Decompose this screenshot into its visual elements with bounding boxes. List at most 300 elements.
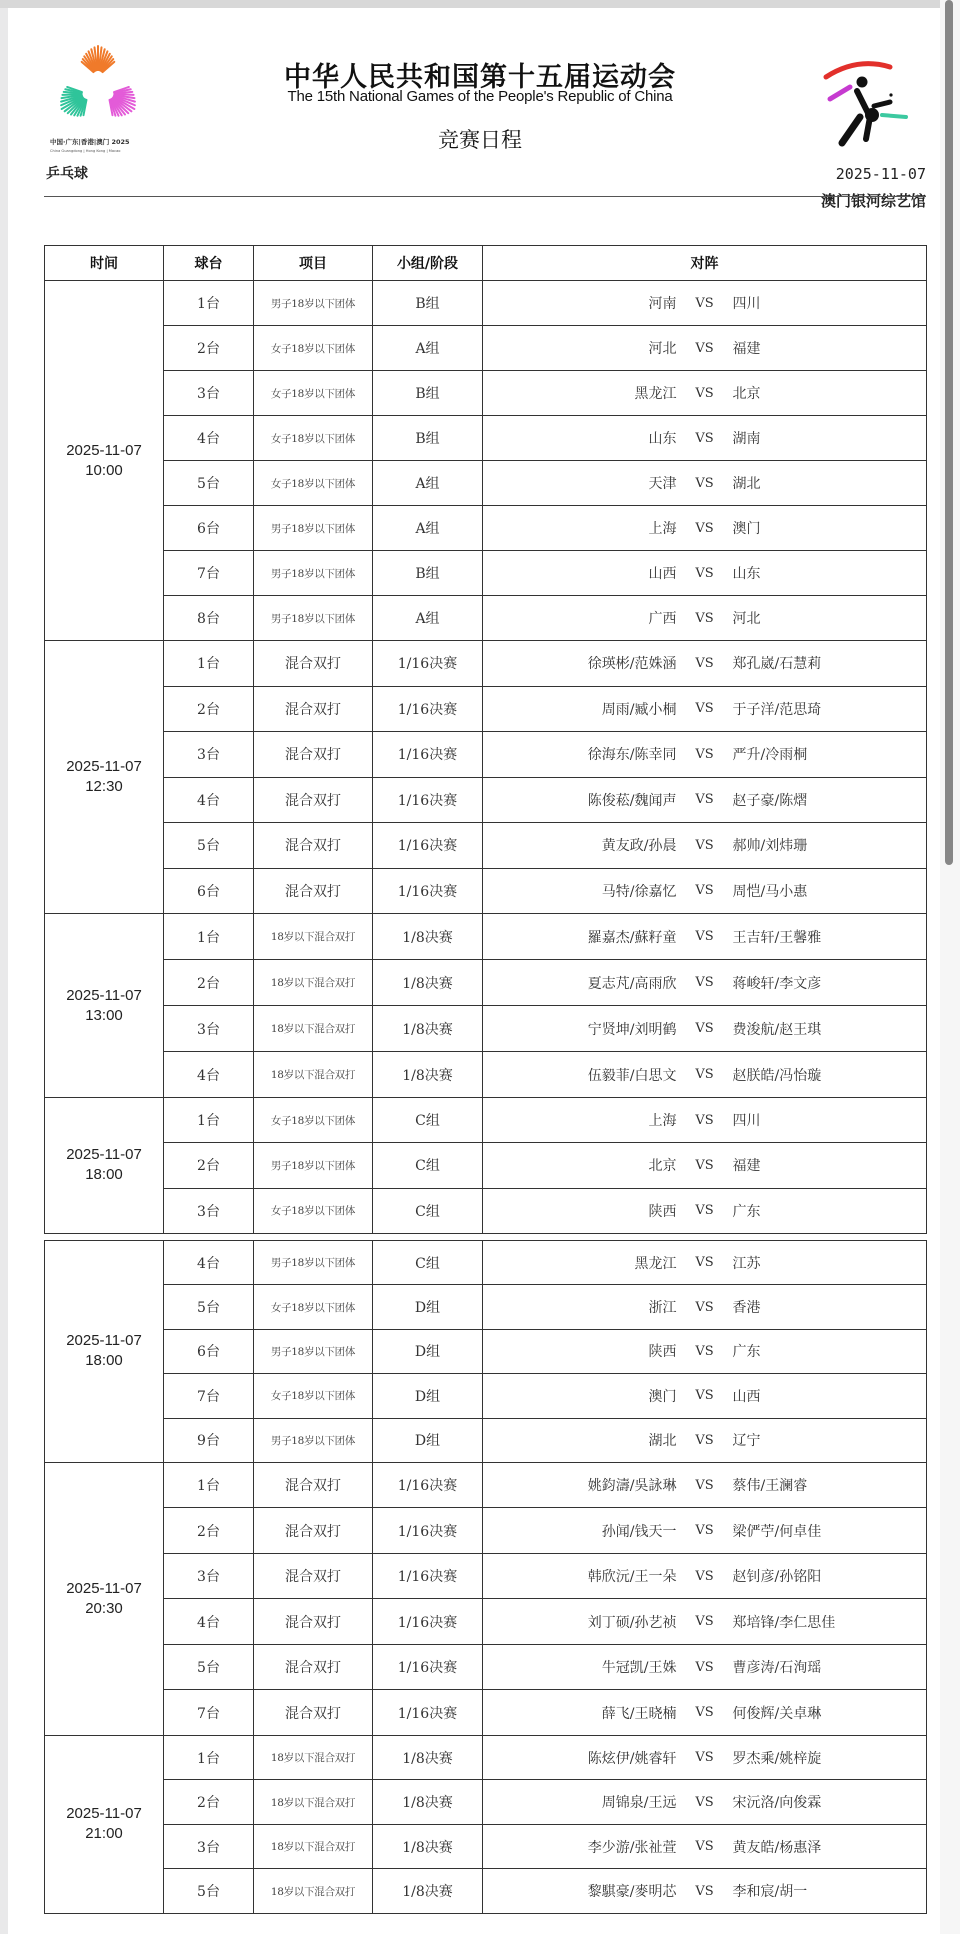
stage-cell: C组	[373, 1143, 483, 1188]
matchup	[483, 1430, 926, 1450]
matchup-cell	[483, 1780, 927, 1825]
table-row	[45, 686, 927, 732]
table-row	[45, 1690, 927, 1736]
home-side: 浙江	[648, 1300, 677, 1317]
matchup	[483, 1110, 926, 1130]
matchup	[483, 608, 926, 628]
table-number-cell: 6台	[164, 506, 254, 551]
vs-label: VS	[695, 1067, 714, 1082]
matchup	[483, 1201, 926, 1221]
table-row	[45, 326, 927, 371]
matchup-cell	[483, 1462, 927, 1508]
table-row	[45, 1644, 927, 1690]
matchup	[483, 1748, 926, 1768]
event-cell: 混合双打	[254, 1508, 373, 1554]
vs-label: VS	[695, 385, 714, 401]
away-side: 李和宸/胡一	[732, 1884, 808, 1901]
matchup	[483, 1253, 926, 1273]
vs-label: VS	[695, 1432, 714, 1448]
matchup-cell	[483, 1824, 927, 1869]
vs-label: VS	[695, 746, 714, 762]
table-row	[45, 1599, 927, 1645]
stage-cell: 1/8决赛	[373, 1780, 483, 1825]
home-side: 黄友政/孙晨	[601, 838, 677, 855]
matchup-cell	[483, 1599, 927, 1645]
table-row	[45, 1462, 927, 1508]
stage-cell: A组	[373, 506, 483, 551]
stage-cell: A组	[373, 596, 483, 641]
event-cell: 女子18岁以下团体	[254, 461, 373, 506]
away-side: 梁俨苧/何卓佳	[732, 1523, 822, 1540]
home-side: 上海	[648, 521, 677, 537]
time-clock: 21:00	[85, 1825, 123, 1843]
matchup-cell	[483, 1241, 927, 1285]
time-cell	[45, 1462, 164, 1735]
matchup-cell	[483, 1553, 927, 1599]
time-cell	[45, 281, 164, 641]
table-number-cell: 1台	[164, 914, 254, 960]
stage-cell: B组	[373, 551, 483, 596]
stage-cell: D组	[373, 1285, 483, 1329]
table-row	[45, 1052, 927, 1098]
event-cell: 混合双打	[254, 1553, 373, 1599]
stage-cell: B组	[373, 416, 483, 461]
event-cell: 18岁以下混合双打	[254, 1869, 373, 1914]
matchup-cell	[483, 506, 927, 551]
time-date: 2025-11-07	[66, 1332, 142, 1350]
table-row	[45, 281, 927, 326]
schedule-date: 2025-11-07	[835, 165, 926, 183]
time-clock: 12:30	[85, 778, 123, 795]
matchup	[483, 293, 926, 313]
table-number-cell: 8台	[164, 596, 254, 641]
away-side: 曹彦涛/石洵瑶	[732, 1660, 822, 1677]
event-cell: 男子18岁以下团体	[254, 1418, 373, 1462]
svg-text:中国·广东|香港|澳门 2025: 中国·广东|香港|澳门 2025	[50, 138, 130, 146]
away-side: 香港	[732, 1300, 761, 1317]
home-side: 李少游/张祉萱	[587, 1839, 677, 1856]
table-number-cell: 2台	[164, 326, 254, 371]
stage-cell: 1/8决赛	[373, 1735, 483, 1780]
table-number-cell: 4台	[164, 1599, 254, 1645]
table-row	[45, 868, 927, 914]
table-number-cell: 4台	[164, 1241, 254, 1285]
table-number-cell: 3台	[164, 371, 254, 416]
time-date: 2025-11-07	[66, 1805, 142, 1823]
matchup	[483, 563, 926, 583]
vs-label: VS	[695, 430, 714, 446]
vs-label: VS	[695, 1659, 714, 1675]
table-row	[45, 1374, 927, 1418]
matchup-cell	[483, 1644, 927, 1690]
table-row	[45, 641, 927, 687]
column-header: 项目	[254, 246, 373, 281]
home-side: 夏志芃/高雨欣	[587, 975, 677, 992]
time-cell	[45, 1241, 164, 1463]
vs-label: VS	[695, 792, 714, 808]
away-side: 广东	[732, 1203, 761, 1220]
table-row	[45, 1098, 927, 1143]
stage-cell: A组	[373, 326, 483, 371]
table-number-cell: 7台	[164, 1690, 254, 1736]
away-side: 四川	[732, 1113, 761, 1130]
table-number-cell: 1台	[164, 1735, 254, 1780]
matchup-cell	[483, 1690, 927, 1736]
svg-text:China Guangdong | Hong Kong |: China Guangdong | Hong Kong | Macao	[50, 149, 121, 153]
home-side: 姚鈞濤/吳詠琳	[587, 1478, 677, 1495]
time-clock: 20:30	[85, 1599, 123, 1617]
away-side: 赵子豪/陈熠	[732, 792, 808, 809]
matchup	[483, 1612, 926, 1632]
away-side: 山西	[732, 1388, 761, 1405]
stage-cell: 1/16决赛	[373, 1644, 483, 1690]
matchup	[483, 473, 926, 493]
sport-label: 乒乓球	[46, 166, 88, 182]
table-number-cell: 4台	[164, 416, 254, 461]
matchup-cell	[483, 1006, 927, 1052]
matchup-cell	[483, 1869, 927, 1914]
table-number-cell: 1台	[164, 641, 254, 687]
home-side: 马特/徐嘉忆	[601, 883, 677, 900]
stage-cell: C组	[373, 1241, 483, 1285]
matchup-cell	[483, 823, 927, 869]
away-side: 郝帅/刘炜珊	[732, 838, 808, 855]
vs-label: VS	[695, 1388, 714, 1404]
table-number-cell: 2台	[164, 1143, 254, 1188]
column-header: 小组/阶段	[373, 246, 483, 281]
table-row	[45, 1006, 927, 1052]
matchup-cell	[483, 641, 927, 687]
matchup	[483, 1065, 926, 1085]
venue-label: 澳门银河综艺馆	[820, 192, 926, 210]
event-cell: 男子18岁以下团体	[254, 1241, 373, 1285]
away-side: 王吉轩/王馨雅	[732, 929, 822, 946]
vs-label: VS	[695, 520, 714, 536]
time-date: 2025-11-07	[66, 1146, 142, 1164]
time-clock: 10:00	[85, 461, 123, 479]
event-cell: 混合双打	[254, 1644, 373, 1690]
matchup-cell	[483, 1374, 927, 1418]
table-number-cell: 6台	[164, 868, 254, 914]
time-clock: 13:00	[85, 1006, 123, 1024]
page-subtitle: 竞赛日程	[438, 128, 522, 152]
table-number-cell: 5台	[164, 461, 254, 506]
stage-cell: 1/16决赛	[373, 868, 483, 914]
home-side: 黑龙江	[634, 1255, 677, 1272]
away-side: 费浚航/赵王琪	[732, 1021, 822, 1038]
table-row	[45, 1780, 927, 1825]
page-title: 中华人民共和国第十五届运动会	[284, 62, 676, 93]
event-cell: 男子18岁以下团体	[254, 1143, 373, 1188]
matchup	[483, 927, 926, 947]
table-row	[45, 1285, 927, 1329]
away-side: 郑培锋/李仁思佳	[732, 1614, 836, 1631]
matchup-cell	[483, 686, 927, 732]
matchup	[483, 1521, 926, 1541]
matchup	[483, 1475, 926, 1495]
table-number-cell: 9台	[164, 1418, 254, 1462]
away-side: 周恺/马小惠	[732, 883, 808, 900]
matchup-cell	[483, 461, 927, 506]
matchup-cell	[483, 777, 927, 823]
stage-cell: B组	[373, 281, 483, 326]
matchup	[483, 383, 926, 403]
table-number-cell: 7台	[164, 551, 254, 596]
vs-label: VS	[695, 295, 714, 311]
matchup	[483, 1837, 926, 1857]
matchup-cell	[483, 1508, 927, 1554]
stage-cell: 1/16决赛	[373, 1508, 483, 1554]
event-cell: 混合双打	[254, 1690, 373, 1736]
event-cell: 18岁以下混合双打	[254, 1735, 373, 1780]
stage-cell: 1/8决赛	[373, 1006, 483, 1052]
time-cell	[45, 1735, 164, 1913]
home-side: 河北	[648, 341, 677, 357]
stage-cell: A组	[373, 461, 483, 506]
vs-label: VS	[695, 1477, 714, 1493]
matchup-cell	[483, 1735, 927, 1780]
stage-cell: C组	[373, 1188, 483, 1233]
vs-label: VS	[695, 655, 714, 671]
vs-label: VS	[695, 975, 714, 990]
column-header: 对阵	[483, 246, 927, 281]
matchup	[483, 835, 926, 855]
home-side: 伍毅菲/白思文	[587, 1067, 677, 1084]
event-cell: 混合双打	[254, 1462, 373, 1508]
home-side: 孙闻/钱天一	[601, 1523, 677, 1540]
away-side: 澳门	[732, 521, 761, 537]
table-number-cell: 2台	[164, 1508, 254, 1554]
event-cell: 18岁以下混合双打	[254, 1006, 373, 1052]
matchup-cell	[483, 1285, 927, 1329]
away-side: 福建	[732, 341, 761, 357]
matchup-cell	[483, 1188, 927, 1233]
event-cell: 女子18岁以下团体	[254, 371, 373, 416]
table-number-cell: 5台	[164, 1869, 254, 1914]
home-side: 周锦泉/王远	[601, 1795, 677, 1812]
table-number-cell: 3台	[164, 1553, 254, 1599]
table-row	[45, 1143, 927, 1188]
event-cell: 女子18岁以下团体	[254, 326, 373, 371]
home-side: 黎騏豪/麥明芯	[587, 1884, 677, 1901]
table-row	[45, 732, 927, 778]
table-row	[45, 1188, 927, 1233]
away-side: 蒋峻轩/李文彦	[732, 975, 822, 992]
home-side: 徐瑛彬/范姝涵	[587, 656, 677, 673]
home-side: 河南	[648, 296, 677, 312]
stage-cell: D组	[373, 1374, 483, 1418]
time-cell	[45, 1098, 164, 1234]
stage-cell: 1/16决赛	[373, 823, 483, 869]
time-date: 2025-11-07	[66, 758, 142, 775]
away-side: 广东	[732, 1344, 761, 1361]
stage-cell: 1/8决赛	[373, 1869, 483, 1914]
vs-label: VS	[695, 1523, 714, 1539]
matchup	[483, 1881, 926, 1901]
event-cell: 女子18岁以下团体	[254, 1098, 373, 1143]
vs-label: VS	[695, 1839, 714, 1855]
matchup-cell	[483, 1052, 927, 1098]
vs-label: VS	[695, 701, 714, 717]
table-row	[45, 960, 927, 1006]
matchup	[483, 338, 926, 358]
table-row	[45, 1418, 927, 1462]
table-number-cell: 6台	[164, 1329, 254, 1373]
time-date: 2025-11-07	[66, 1579, 142, 1597]
matchup-cell	[483, 1098, 927, 1143]
matchup-cell	[483, 371, 927, 416]
vs-label: VS	[695, 883, 714, 899]
away-side: 河北	[732, 611, 761, 627]
home-side: 上海	[648, 1113, 677, 1130]
table-number-cell: 2台	[164, 1780, 254, 1825]
away-side: 罗杰乘/姚梓旋	[732, 1750, 822, 1767]
away-side: 福建	[732, 1158, 761, 1175]
time-date: 2025-11-07	[66, 441, 142, 459]
matchup	[483, 1566, 926, 1586]
table-number-cell: 3台	[164, 732, 254, 778]
event-cell: 男子18岁以下团体	[254, 1329, 373, 1373]
home-side: 刘丁硕/孙艺祯	[587, 1614, 677, 1631]
vs-label: VS	[695, 929, 714, 944]
matchup-cell	[483, 416, 927, 461]
stage-cell: B组	[373, 371, 483, 416]
matchup	[483, 1019, 926, 1039]
matchup	[483, 699, 926, 719]
table-number-cell: 5台	[164, 823, 254, 869]
away-side: 蔡伟/王澜睿	[732, 1478, 808, 1495]
vs-label: VS	[695, 837, 714, 853]
event-cell: 男子18岁以下团体	[254, 551, 373, 596]
schedule-table-page-2	[44, 1240, 927, 1914]
column-header: 时间	[45, 246, 164, 281]
top-bar	[0, 0, 960, 8]
home-side: 天津	[648, 476, 677, 492]
table-row	[45, 823, 927, 869]
table-row	[45, 1241, 927, 1285]
home-side: 山东	[648, 431, 677, 447]
matchup-cell	[483, 732, 927, 778]
stage-cell: 1/16决赛	[373, 1599, 483, 1645]
event-cell: 18岁以下混合双打	[254, 914, 373, 960]
home-side: 羅嘉杰/蘇籽童	[587, 929, 677, 946]
home-side: 广西	[648, 611, 677, 627]
event-cell: 18岁以下混合双打	[254, 1052, 373, 1098]
home-side: 陕西	[648, 1203, 677, 1220]
event-cell: 混合双打	[254, 686, 373, 732]
event-cell: 男子18岁以下团体	[254, 596, 373, 641]
stage-cell: 1/16决赛	[373, 732, 483, 778]
home-side: 韩欣沅/王一朵	[587, 1569, 677, 1586]
event-cell: 混合双打	[254, 732, 373, 778]
stage-cell: 1/16决赛	[373, 1553, 483, 1599]
matchup	[483, 1341, 926, 1361]
vs-label: VS	[695, 1883, 714, 1899]
stage-cell: D组	[373, 1329, 483, 1373]
event-cell: 女子18岁以下团体	[254, 416, 373, 461]
table-row	[45, 1735, 927, 1780]
table-number-cell: 5台	[164, 1644, 254, 1690]
matchup	[483, 1297, 926, 1317]
table-number-cell: 3台	[164, 1006, 254, 1052]
stage-cell: 1/8决赛	[373, 1052, 483, 1098]
table-number-cell: 7台	[164, 1374, 254, 1418]
event-cell: 女子18岁以下团体	[254, 1188, 373, 1233]
matchup	[483, 881, 926, 901]
home-side: 徐海东/陈幸同	[587, 747, 677, 764]
away-side: 辽宁	[732, 1433, 761, 1450]
table-row	[45, 1329, 927, 1373]
vs-label: VS	[695, 1021, 714, 1036]
page-title-english: The 15th National Games of the People's Republic of China	[287, 88, 673, 105]
table-header-row	[45, 246, 927, 281]
time-date: 2025-11-07	[66, 986, 142, 1004]
home-side: 周雨/臧小桐	[601, 701, 677, 718]
event-cell: 混合双打	[254, 823, 373, 869]
vs-label: VS	[695, 1299, 714, 1315]
home-side: 澳门	[648, 1388, 677, 1405]
stage-cell: 1/16决赛	[373, 641, 483, 687]
away-side: 何俊辉/关卓琳	[732, 1705, 822, 1722]
matchup-cell	[483, 1143, 927, 1188]
vs-label: VS	[695, 1203, 714, 1219]
event-cell: 混合双打	[254, 641, 373, 687]
table-number-cell: 2台	[164, 686, 254, 732]
time-cell	[45, 641, 164, 914]
matchup	[483, 790, 926, 810]
matchup-cell	[483, 551, 927, 596]
away-side: 山东	[732, 566, 761, 582]
matchup-cell	[483, 281, 927, 326]
matchup	[483, 1386, 926, 1406]
home-side: 陕西	[648, 1344, 677, 1361]
matchup-cell	[483, 596, 927, 641]
table-number-cell: 4台	[164, 777, 254, 823]
home-side: 黑龙江	[634, 386, 677, 402]
away-side: 宋沅洛/向俊霖	[732, 1795, 822, 1812]
matchup	[483, 1657, 926, 1677]
schedule-table-page-1	[44, 245, 927, 1234]
matchup	[483, 518, 926, 538]
matchup	[483, 744, 926, 764]
vs-label: VS	[695, 1750, 714, 1766]
away-side: 赵朕皓/冯怡璇	[732, 1067, 822, 1084]
table-row	[45, 1869, 927, 1914]
away-side: 四川	[732, 296, 761, 312]
table-row	[45, 1508, 927, 1554]
vs-label: VS	[695, 475, 714, 491]
event-cell: 18岁以下混合双打	[254, 1780, 373, 1825]
away-side: 黄友皓/杨惠泽	[732, 1839, 822, 1856]
matchup	[483, 973, 926, 993]
matchup-cell	[483, 868, 927, 914]
stage-cell: D组	[373, 1418, 483, 1462]
table-row	[45, 551, 927, 596]
home-side: 北京	[648, 1158, 677, 1175]
time-clock: 18:00	[85, 1352, 123, 1370]
matchup-cell	[483, 1418, 927, 1462]
vs-label: VS	[695, 1614, 714, 1630]
matchup-cell	[483, 1329, 927, 1373]
table-row	[45, 1824, 927, 1869]
event-cell: 18岁以下混合双打	[254, 1824, 373, 1869]
stage-cell: 1/16决赛	[373, 777, 483, 823]
home-side: 山西	[648, 566, 677, 582]
event-cell: 女子18岁以下团体	[254, 1285, 373, 1329]
matchup	[483, 653, 926, 673]
away-side: 赵钊彦/孙铭阳	[732, 1569, 822, 1586]
matchup	[483, 1792, 926, 1812]
